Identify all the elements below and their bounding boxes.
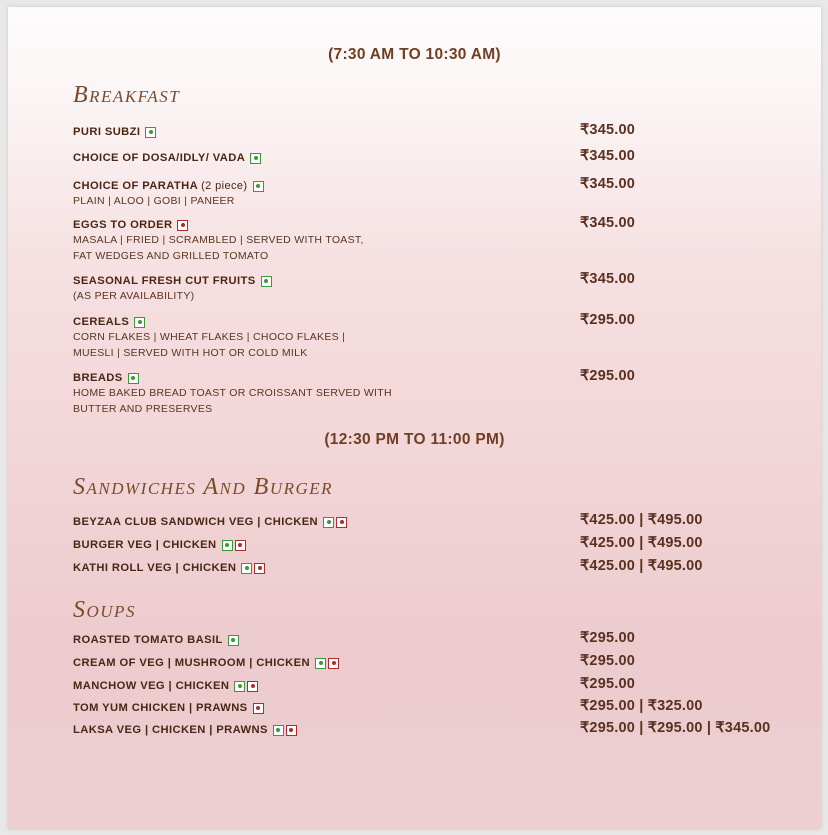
menu-item bbox=[73, 630, 813, 647]
veg-icon bbox=[323, 517, 334, 528]
diet-marks bbox=[128, 373, 139, 384]
diet-marks bbox=[250, 153, 261, 164]
menu-item bbox=[73, 653, 813, 670]
diet-marks bbox=[177, 220, 188, 231]
item-name bbox=[73, 125, 813, 139]
item-description: PLAIN | ALOO | GOBI | PANEER bbox=[73, 195, 235, 207]
item-description: CORN FLAKES | WHEAT FLAKES | CHOCO FLAKES | bbox=[73, 331, 346, 343]
veg-icon bbox=[145, 127, 156, 138]
non-veg-icon bbox=[336, 517, 347, 528]
breakfast-time: (7:30 AM TO 10:30 AM) bbox=[328, 46, 501, 63]
item-description: HOME BAKED BREAD TOAST OR CROISSANT SERVED WITH bbox=[73, 387, 392, 399]
item-price: ₹295.00 bbox=[580, 653, 635, 669]
item-name-text: BEYZAA CLUB SANDWICH VEG | CHICKEN bbox=[73, 516, 319, 528]
diet-marks bbox=[145, 127, 156, 138]
item-name bbox=[73, 274, 813, 288]
diet-marks bbox=[241, 563, 265, 574]
item-name bbox=[73, 679, 813, 693]
menu-item bbox=[73, 698, 813, 715]
non-veg-icon bbox=[177, 220, 188, 231]
item-description: (AS PER AVAILABILITY) bbox=[73, 290, 195, 302]
non-veg-icon bbox=[235, 540, 246, 551]
non-veg-icon bbox=[247, 681, 258, 692]
menu-item bbox=[73, 148, 813, 165]
veg-icon bbox=[128, 373, 139, 384]
item-name bbox=[73, 179, 813, 193]
item-description: BUTTER AND PRESERVES bbox=[73, 403, 213, 415]
item-price: ₹295.00 bbox=[580, 676, 635, 692]
item-description: MASALA | FRIED | SCRAMBLED | SERVED WITH TOAST, bbox=[73, 234, 364, 246]
menu-item bbox=[73, 676, 813, 693]
menu-item bbox=[73, 535, 813, 552]
item-name-text: PURI SUBZI bbox=[73, 126, 141, 138]
non-veg-icon bbox=[328, 658, 339, 669]
item-price: ₹345.00 bbox=[580, 122, 635, 138]
sandwich-title: Sandwiches And Burger bbox=[73, 474, 334, 500]
menu-item bbox=[73, 122, 813, 139]
item-name bbox=[73, 633, 813, 647]
item-name bbox=[73, 218, 813, 232]
veg-icon bbox=[228, 635, 239, 646]
menu-item bbox=[73, 271, 813, 304]
veg-icon bbox=[261, 276, 272, 287]
item-name-text: MANCHOW VEG | CHICKEN bbox=[73, 680, 230, 692]
veg-icon bbox=[241, 563, 252, 574]
item-name-text: BREADS bbox=[73, 372, 123, 384]
diet-marks bbox=[134, 317, 145, 328]
breakfast-title: Breakfast bbox=[73, 82, 181, 108]
item-price: ₹345.00 bbox=[580, 271, 635, 287]
item-name-text: BURGER VEG | CHICKEN bbox=[73, 539, 217, 551]
item-price: ₹295.00 | ₹325.00 bbox=[580, 698, 703, 714]
item-name-text: TOM YUM CHICKEN | PRAWNS bbox=[73, 702, 248, 714]
item-name-text: SEASONAL FRESH CUT FRUITS bbox=[73, 275, 256, 287]
veg-icon bbox=[222, 540, 233, 551]
item-name-text: CEREALS bbox=[73, 316, 130, 328]
menu-item bbox=[73, 176, 813, 209]
item-name-text: CHOICE OF DOSA/IDLY/ VADA bbox=[73, 152, 246, 164]
diet-marks bbox=[253, 181, 264, 192]
diet-marks bbox=[261, 276, 272, 287]
veg-icon bbox=[315, 658, 326, 669]
item-price: ₹295.00 | ₹295.00 | ₹345.00 bbox=[580, 720, 771, 736]
item-price: ₹345.00 bbox=[580, 148, 635, 164]
item-name-text: EGGS TO ORDER bbox=[73, 219, 173, 231]
item-portion: (2 piece) bbox=[201, 180, 248, 192]
veg-icon bbox=[134, 317, 145, 328]
menu-item bbox=[73, 215, 813, 264]
item-name bbox=[73, 151, 813, 165]
veg-icon bbox=[250, 153, 261, 164]
menu-item bbox=[73, 720, 813, 737]
diet-marks bbox=[222, 540, 246, 551]
item-price: ₹295.00 bbox=[580, 312, 635, 328]
item-name-text: CHOICE OF PARATHA bbox=[73, 180, 199, 192]
item-price: ₹425.00 | ₹495.00 bbox=[580, 535, 703, 551]
item-price: ₹295.00 bbox=[580, 630, 635, 646]
diet-marks bbox=[273, 725, 297, 736]
item-name bbox=[73, 315, 813, 329]
non-veg-icon bbox=[253, 703, 264, 714]
item-price: ₹345.00 bbox=[580, 215, 635, 231]
item-price: ₹425.00 | ₹495.00 bbox=[580, 512, 703, 528]
item-price: ₹295.00 bbox=[580, 368, 635, 384]
item-description: FAT WEDGES AND GRILLED TOMATO bbox=[73, 250, 269, 262]
item-name bbox=[73, 656, 813, 670]
item-name-text: KATHI ROLL VEG | CHICKEN bbox=[73, 562, 237, 574]
diet-marks bbox=[253, 703, 264, 714]
non-veg-icon bbox=[286, 725, 297, 736]
diet-marks bbox=[323, 517, 347, 528]
item-description: MUESLI | SERVED WITH HOT OR COLD MILK bbox=[73, 347, 308, 359]
item-name bbox=[73, 371, 813, 385]
item-name-text: LAKSA VEG | CHICKEN | PRAWNS bbox=[73, 724, 268, 736]
veg-icon bbox=[234, 681, 245, 692]
menu-item bbox=[73, 558, 813, 575]
diet-marks bbox=[315, 658, 339, 669]
item-name-text: CREAM OF VEG | MUSHROOM | CHICKEN bbox=[73, 657, 310, 669]
diet-marks bbox=[234, 681, 258, 692]
non-veg-icon bbox=[254, 563, 265, 574]
veg-icon bbox=[253, 181, 264, 192]
menu-item bbox=[73, 368, 813, 417]
veg-icon bbox=[273, 725, 284, 736]
lunch-time: (12:30 PM TO 11:00 PM) bbox=[324, 431, 505, 448]
item-price: ₹345.00 bbox=[580, 176, 635, 192]
item-price: ₹425.00 | ₹495.00 bbox=[580, 558, 703, 574]
menu-page bbox=[8, 7, 821, 829]
diet-marks bbox=[228, 635, 239, 646]
menu-item bbox=[73, 312, 813, 361]
menu-item bbox=[73, 512, 813, 529]
soups-title: Soups bbox=[73, 597, 136, 623]
item-name-text: ROASTED TOMATO BASIL bbox=[73, 634, 223, 646]
